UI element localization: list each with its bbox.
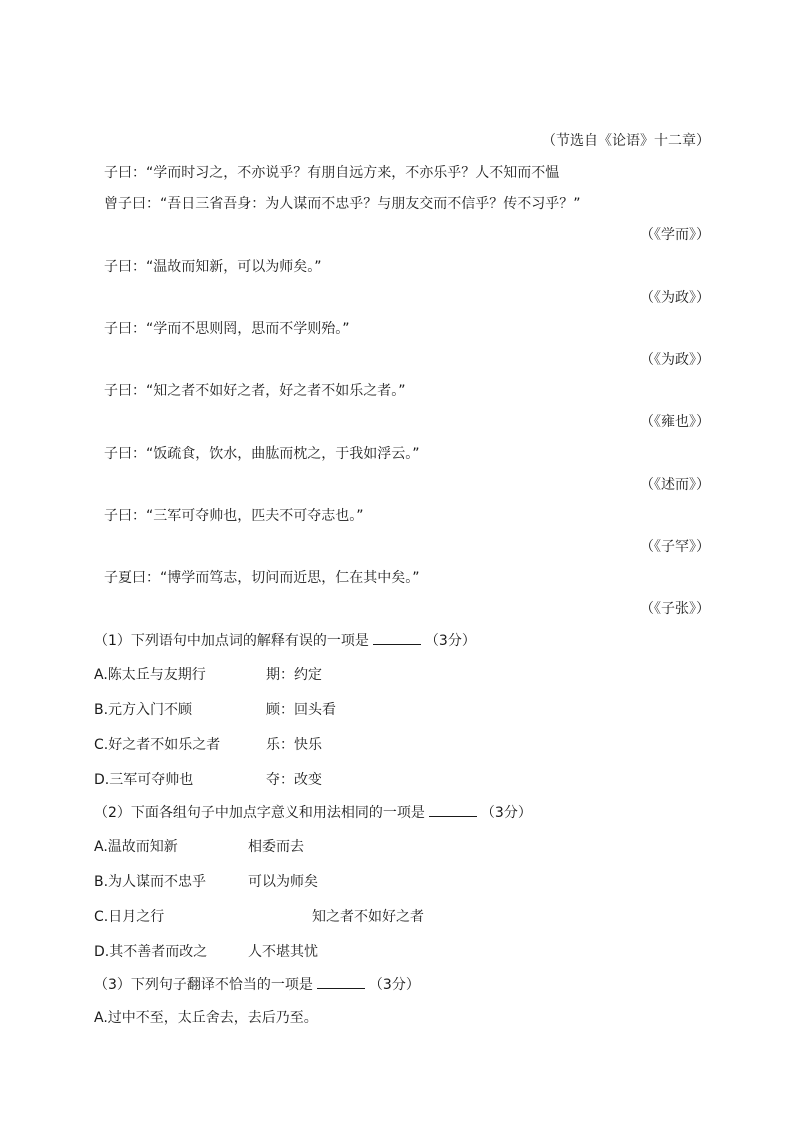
q1-option-b: B.元方入门不顾	[94, 702, 193, 718]
q2-option-b: B.为人谋而不忠乎	[94, 874, 207, 890]
passage-line-4: 子曰：“学而不思则罔，思而不学则殆。”	[104, 321, 350, 337]
passage-source-5: （《雍也》）	[640, 414, 710, 430]
passage-line-3: 子曰：“温故而知新，可以为师矣。”	[104, 259, 322, 275]
q1-option-a-gloss: 期：约定	[266, 667, 322, 683]
question-3-stem	[94, 976, 420, 994]
q1-option-a: A.陈太丘与友期行	[94, 667, 206, 683]
passage-source-4: （《为政》）	[640, 352, 710, 368]
question-1-stem-text: （1）下列语句中加点词的解释有误的一项是	[94, 633, 369, 649]
passage-line-1: 子曰：“学而时习之，不亦说乎？有朋自远方来，不亦乐乎？人不知而不愠	[104, 165, 560, 181]
q1-option-d-gloss: 夺：改变	[266, 772, 322, 788]
question-2-stem	[94, 804, 532, 822]
q2-option-d-pair: 人不堪其忧	[248, 944, 318, 960]
question-1-score: （3分）	[424, 633, 476, 649]
q1-option-d: D.三军可夺帅也	[94, 772, 194, 788]
passage-line-2: 曾子曰：“吾日三省吾身：为人谋而不忠乎？与朋友交而不信乎？传不习乎？”	[104, 196, 581, 212]
question-3-stem-text: （3）下列句子翻译不恰当的一项是	[94, 977, 313, 993]
q2-option-c: C.日月之行	[94, 909, 165, 925]
q2-option-b-pair: 可以为师矣	[248, 874, 318, 890]
answer-blank[interactable]	[429, 804, 477, 817]
passage-source-3: （《为政》）	[640, 290, 710, 306]
q2-option-a: A.温故而知新	[94, 839, 178, 855]
question-3-score: （3分）	[368, 977, 420, 993]
source-note: （节选自《论语》十二章）	[542, 133, 710, 149]
passage-line-5: 子曰：“知之者不如好之者，好之者不如乐之者。”	[104, 383, 406, 399]
passage-line-8: 子夏曰：“博学而笃志，切问而近思，仁在其中矣。”	[104, 570, 420, 586]
q2-option-c-pair: 知之者不如好之者	[312, 909, 424, 925]
question-2-stem-text: （2）下面各组句子中加点字意义和用法相同的一项是	[94, 805, 425, 821]
q1-option-c: C.好之者不如乐之者	[94, 737, 221, 753]
question-2-score: （3分）	[480, 805, 532, 821]
passage-source-7: （《子罕》）	[640, 539, 710, 555]
passage-line-7: 子曰：“三军可夺帅也，匹夫不可夺志也。”	[104, 508, 364, 524]
q2-option-d: D.其不善者而改之	[94, 944, 208, 960]
passage-source-2: （《学而》）	[640, 227, 710, 243]
q1-option-c-gloss: 乐：快乐	[266, 737, 322, 753]
q2-option-a-pair: 相委而去	[248, 839, 304, 855]
answer-blank[interactable]	[317, 976, 365, 989]
question-1-stem	[94, 632, 476, 650]
passage-source-6: （《述而》）	[640, 477, 710, 493]
answer-blank[interactable]	[373, 632, 421, 645]
q3-option-a: A.过中不至，太丘舍去，去后乃至。	[94, 1010, 318, 1026]
passage-source-8: （《子张》）	[640, 601, 710, 617]
passage-line-6: 子曰：“饭疏食，饮水，曲肱而枕之，于我如浮云。”	[104, 446, 420, 462]
q1-option-b-gloss: 顾：回头看	[266, 702, 336, 718]
